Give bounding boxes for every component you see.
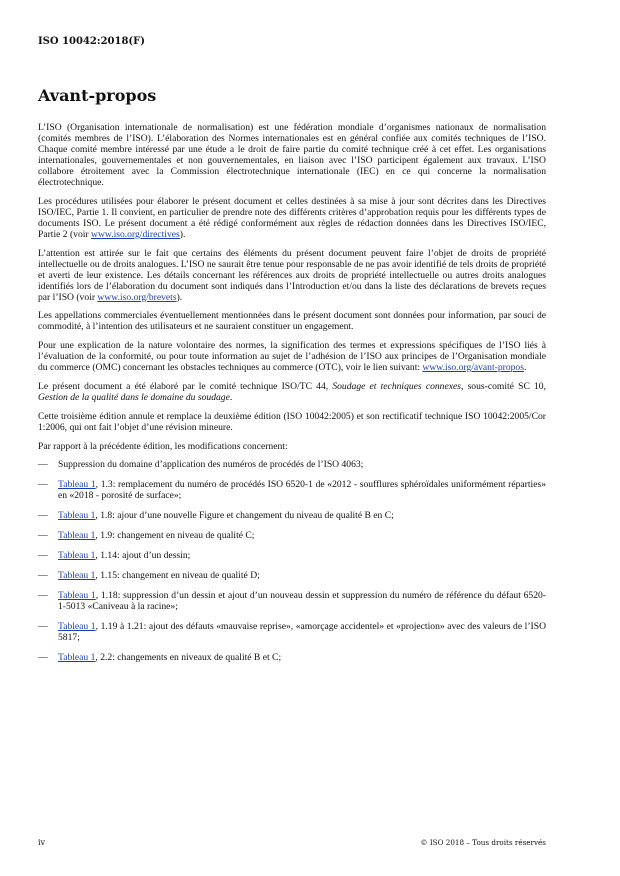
paragraph-6-text-1: Le présent document a été élaboré par le comité technique ISO/TC 44, bbox=[38, 380, 333, 392]
list-dash: — bbox=[38, 459, 48, 471]
list-dash: — bbox=[38, 479, 48, 491]
list-item bbox=[38, 550, 546, 561]
page-number: iv bbox=[38, 838, 46, 847]
list-item-detail: , 1.19 à 1.21: ajout des défauts «mauvaise reprise», «amorçage accidentel» et «projection» avec des valeurs de l’ISO 5817; bbox=[58, 621, 547, 644]
paragraph-6 bbox=[38, 381, 546, 403]
list-item-detail: , 1.15: changement en niveau de qualité D; bbox=[95, 570, 260, 582]
paragraph-6-text-2: , sous-comité SC 10, bbox=[461, 380, 547, 392]
directives-link[interactable]: www.iso.org/directives bbox=[91, 228, 180, 240]
list-item bbox=[38, 510, 546, 521]
table-1-link[interactable]: Tableau 1 bbox=[58, 570, 96, 582]
list-dash: — bbox=[38, 570, 48, 582]
paragraph-4: Les appellations commerciales éventuellement mentionnées dans le présent document sont données pour information, par souci de commodité, à l’intention des utilisateurs et ne sauraient constituer un engagement. bbox=[38, 310, 546, 333]
list-item-detail: , 1.14: ajout d’un dessin; bbox=[95, 550, 191, 562]
list-item-detail: , 1.9: changement en niveau de qualité C; bbox=[95, 530, 255, 542]
copyright: © ISO 2018 – Tous droits réservés bbox=[420, 838, 546, 847]
list-dash: — bbox=[38, 550, 48, 562]
list-item-detail: , 1.3: remplacement du numéro de procédés ISO 6520-1 de «2012 - soufflures sphéroïdales uniformément réparties» en «2018 - porosité de surface»; bbox=[58, 479, 546, 502]
list-dash: — bbox=[38, 510, 48, 522]
list-item-text bbox=[58, 590, 546, 612]
paragraph-3-end: ). bbox=[176, 291, 183, 303]
table-1-link[interactable]: Tableau 1 bbox=[58, 590, 96, 602]
body-content bbox=[38, 122, 546, 672]
paragraph-6-italic-1: Soudage et techniques connexes bbox=[332, 380, 461, 392]
paragraph-3 bbox=[38, 248, 546, 303]
paragraph-5-text: Pour une explication de la nature volontaire des normes, la signification des termes et expressions spécifiques de l’ISO liés à l’évaluation de la conformité, ou pour toute information au sujet de l’adhésion de l’ISO aux principes de l’Organisation mondiale du commerce (OMC) concernant les obstacles techniques au commerce (OTC), voir le lien suivant: bbox=[38, 340, 546, 374]
page-title: Avant-propos bbox=[38, 86, 157, 105]
paragraph-2 bbox=[38, 196, 546, 240]
table-1-link[interactable]: Tableau 1 bbox=[58, 621, 96, 633]
list-item-text bbox=[58, 530, 546, 541]
paragraph-6-end: . bbox=[229, 391, 233, 403]
table-1-link[interactable]: Tableau 1 bbox=[58, 652, 96, 664]
paragraph-2-text: Les procédures utilisées pour élaborer le présent document et celles destinées à sa mise à jour sont décrites dans les Directives ISO/IEC, Partie 1. Il convient, en particulier de prendre note des différents critères d’approbation requis pour les différents types de documents ISO. Le présent document a été rédigé conformément aux règles de rédaction données dans les Directives ISO/IEC, Partie 2 (voir bbox=[38, 195, 546, 240]
paragraph-3-text: L’attention est attirée sur le fait que certains des éléments du présent document peuvent faire l’objet de droits de propriété intellectuelle ou de droits analogues. L’ISO ne saurait être tenue pour responsable de ne pas avoir identifié de tels droits de propriété et averti de leur existence. Les détails concernant les références aux droits de propriété intellectuelle ou autres droits analogues identifiés lors de l’élaboration du document sont indiqués dans l’Introduction et/ou dans la liste des déclarations de brevets reçues par l’ISO (voir bbox=[38, 247, 546, 303]
list-item bbox=[38, 621, 546, 643]
paragraph-1: L’ISO (Organisation internationale de normalisation) est une fédération mondiale d’organismes nationaux de normalisation (comités membres de l’ISO). L’élaboration des Normes internationales est en général confiée aux comités techniques de l’ISO. Chaque comité membre intéressé par une étude a le droit de faire partie du comité technique créé à cet effet. Les organisations internationales, gouvernementales et non gouvernementales, en liaison avec l’ISO participent également aux travaux. L’ISO collabore étroitement avec la Commission électrotechnique internationale (IEC) en ce qui concerne la normalisation électrotechnique. bbox=[38, 122, 546, 188]
list-item-text bbox=[58, 550, 546, 561]
list-item-detail: , 2.2: changements en niveaux de qualité B et C; bbox=[95, 652, 282, 664]
paragraph-8: Par rapport à la précédente édition, les modifications concernent: bbox=[38, 440, 288, 452]
paragraph-6-italic-2: Gestion de la qualité dans le domaine du soudage bbox=[38, 391, 230, 403]
list-item-text bbox=[58, 621, 546, 643]
list-item-text bbox=[58, 510, 546, 521]
list-item bbox=[38, 570, 546, 581]
paragraph-2-end: ). bbox=[179, 228, 186, 240]
list-item-text bbox=[58, 570, 546, 581]
list-item-text bbox=[58, 652, 546, 663]
list-item-detail: , 1.8: ajour d’une nouvelle Figure et changement du niveau de qualité B en C; bbox=[95, 510, 394, 522]
list-dash: — bbox=[38, 530, 48, 542]
list-dash: — bbox=[38, 652, 48, 664]
table-1-link[interactable]: Tableau 1 bbox=[58, 550, 96, 562]
paragraph-5-end: . bbox=[523, 362, 527, 374]
list-item bbox=[38, 459, 546, 470]
table-1-link[interactable]: Tableau 1 bbox=[58, 510, 96, 522]
list-item-text bbox=[58, 479, 546, 501]
list-item bbox=[38, 652, 546, 663]
paragraph-5 bbox=[38, 340, 546, 373]
list-dash: — bbox=[38, 621, 48, 633]
table-1-link[interactable]: Tableau 1 bbox=[58, 479, 96, 491]
avant-propos-link[interactable]: www.iso.org/avant-propos bbox=[422, 362, 524, 374]
list-dash: — bbox=[38, 590, 48, 602]
list-item bbox=[38, 530, 546, 541]
list-item bbox=[38, 590, 546, 612]
paragraph-7: Cette troisième édition annule et remplace la deuxième édition (ISO 10042:2005) et son rectificatif technique ISO 10042:2005/Cor 1:2006, qui ont fait l’objet d’une révision mineure. bbox=[38, 410, 546, 433]
table-1-link[interactable]: Tableau 1 bbox=[58, 530, 96, 542]
list-item-detail: , 1.18: suppression d’un dessin et ajout d’un nouveau dessin et suppression du numéro de référence du défaut 6520-1-5013 «Caniveau à la racine»; bbox=[58, 590, 547, 613]
list-item-text: Suppression du domaine d’application des numéros de procédés de l’ISO 4063; bbox=[58, 459, 364, 471]
brevets-link[interactable]: www.iso.org/brevets bbox=[97, 291, 177, 303]
standard-reference: ISO 10042:2018(F) bbox=[38, 36, 145, 47]
list-item bbox=[38, 479, 546, 501]
